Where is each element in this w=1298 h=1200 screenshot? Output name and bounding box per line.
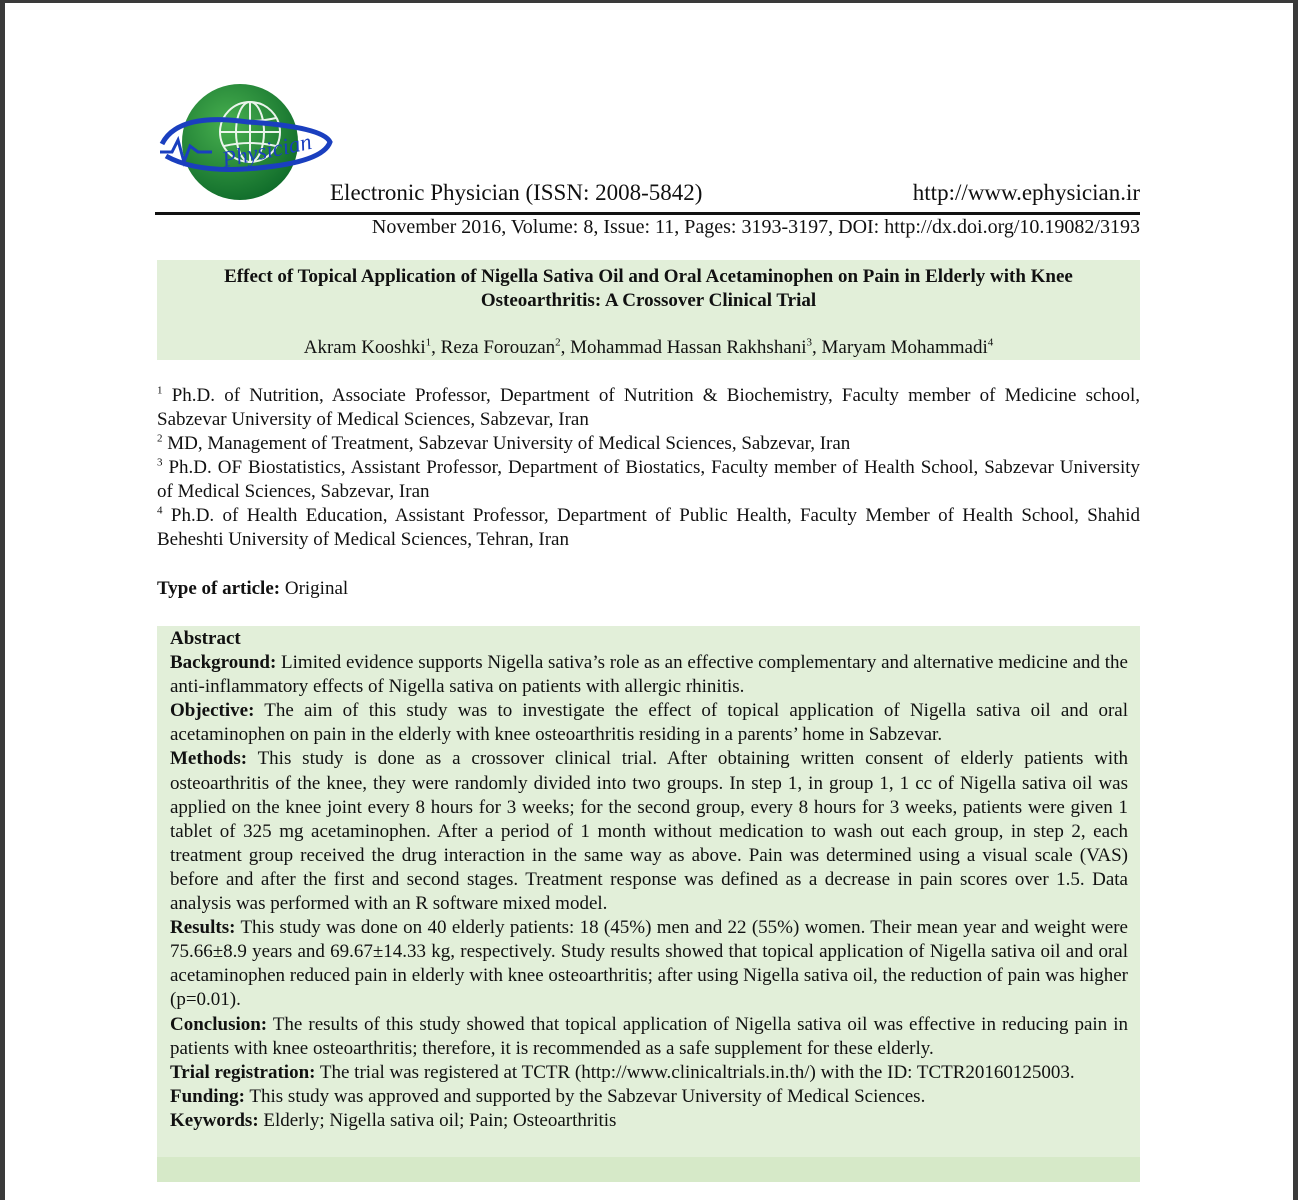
header-rule	[155, 212, 1140, 215]
author-list	[157, 337, 1140, 359]
article-type-label: Type of article:	[157, 578, 281, 599]
abstract-objective-section: Objective: The aim of this study was to investigate the effect of topical application of Nigella sativa oil and oral acetaminophen on pain in the elderly with knee osteoarthritis residing in a parents’ home in Sabzevar.	[170, 700, 1128, 746]
abstract-heading: Abstract	[170, 628, 241, 649]
affiliation: $^2$ MD, Management of Treatment, Sabzevar University of Medical Sciences, Sabzevar, Iran	[157, 432, 851, 454]
keywords-background	[157, 1157, 1140, 1182]
affiliation: $^4$ Ph.D. of Health Education, Assistant Professor, Department of Public Health, Faculty Member of Health School, Shahid Beheshti University of Medical Sciences, Tehran, Iran	[157, 504, 1140, 550]
journal-url[interactable]: http://www.ephysician.ir	[912, 180, 1140, 205]
ephysician-logo	[158, 82, 336, 204]
author: Akram Kooshki$^1$,	[303, 336, 441, 358]
article-type	[157, 578, 348, 600]
article-type-value: Original	[284, 578, 349, 599]
title-line-2: Osteoarthritis: A Crossover Clinical Trial	[480, 290, 817, 311]
affiliation: $^1$ Ph.D. of Nutrition, Associate Professor, Department of Nutrition & Biochemistry, Faculty member of Medicine school, Sabzevar University of Medical Sciences, Sabzevar, Iran	[157, 384, 1140, 430]
author: Maryam Mohammadi$^4$	[821, 336, 994, 358]
author: Mohammad Hassan Rakhshani$^3$,	[570, 336, 822, 358]
abstract	[170, 627, 1128, 1133]
abstract-keywords-section: Keywords: Elderly; Nigella sativa oil; Pain; Osteoarthritis	[170, 1109, 617, 1131]
affiliation: $^3$ Ph.D. OF Biostatistics, Assistant Professor, Department of Biostatics, Faculty member of Health School, Sabzevar University of Medical Sciences, Sabzevar, Iran	[157, 456, 1141, 502]
abstract-results-section: Results: This study was done on 40 elderly patients: 18 (45%) men and 22 (55%) women. Their mean year and weight were 75.66±8.9 years and 69.67±14.33 kg, respectively. Study results showed that topical application of Nigella sativa oil and oral acetaminophen reduced pain in elderly with knee osteoarthritis; after using Nigella sativa oil, the reduction of pain was higher (p=0.01).	[170, 917, 1128, 1011]
journal-header	[330, 180, 1140, 206]
abstract-methods-section: Methods: This study is done as a crossover clinical trial. After obtaining written consent of elderly patients with osteoarthritis of the knee, they were randomly divided into two groups. In step 1, in group 1, 1 cc of Nigella sativa oil was applied on the knee joint every 8 hours for 3 weeks; for the second group, every 8 hours for 3 weeks, patients were given 1 tablet of 325 mg acetaminophen. After a period of 1 month without medication to wash out each group, in step 2, each treatment group received the drug interaction in the same way as above. Pain was determined using a visual scale (VAS) before and after the first and second stages. Treatment response was defined as a decrease in pain scores over 1.5. Data analysis was performed with an R software mixed model.	[170, 748, 1128, 915]
article-title	[157, 265, 1140, 313]
abstract-funding-section: Funding: This study was approved and supported by the Sabzevar University of Medical Sciences.	[170, 1085, 926, 1107]
journal-name: Electronic Physician (ISSN: 2008-5842)	[330, 180, 703, 205]
abstract-background-section: Background: Limited evidence supports Nigella sativa’s role as an effective complementary and alternative medicine and the anti-inflammatory effects of Nigella sativa on patients with allergic rhinitis.	[170, 652, 1128, 698]
issue-info: November 2016, Volume: 8, Issue: 11, Pages: 3193-3197, DOI: http://dx.doi.org/10.19082/3193	[371, 216, 1140, 238]
author: Reza Forouzan$^2$,	[440, 336, 571, 358]
logo-text: Physician	[219, 128, 314, 173]
abstract-conclusion-section: Conclusion: The results of this study showed that topical application of Nigella sativa oil was effective in reducing pain in patients with knee osteoarthritis; therefore, it is recommended as a safe supplement for these elderly.	[170, 1013, 1128, 1059]
affiliations	[157, 384, 1140, 552]
abstract-trial-section: Trial registration: The trial was registered at TCTR (http://www.clinicaltrials.in.th/) with the ID: TCTR20160125003.	[170, 1061, 1075, 1083]
title-line-1: Effect of Topical Application of Nigella Sativa Oil and Oral Acetaminophen on Pain in Elderly with Knee	[224, 266, 1073, 287]
